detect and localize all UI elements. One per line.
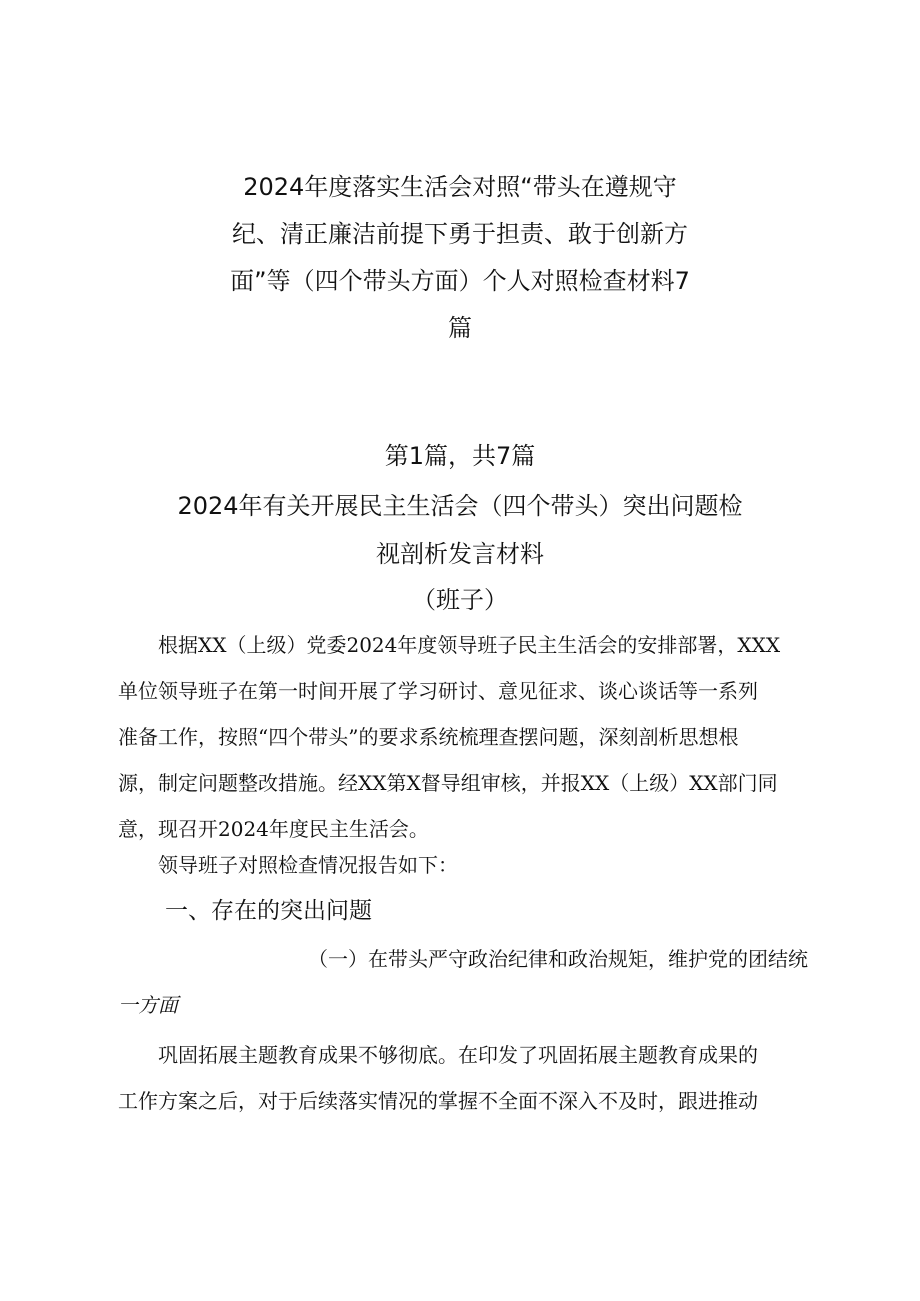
subsection-heading-line-2: 一方面 — [118, 993, 178, 1017]
article-subtitle: （班子） — [412, 586, 508, 614]
intro-line-4: 源，制定问题整改措施。经XX第X督导组审核，并报XX（上级）XX部门同 — [118, 771, 778, 795]
subsection-heading — [118, 936, 808, 1028]
report-intro-line: 领导班子对照检查情况报告如下： — [158, 853, 458, 877]
subsection-heading-line-1: （一）在带头严守政治纪律和政治规矩，维护党的团结统 — [308, 947, 808, 971]
intro-line-5: 意，现召开2024年度民主生活会。 — [118, 817, 429, 841]
article-title-line-2: 视剖析发言材料 — [376, 540, 544, 568]
part-label: 第1篇，共7篇 — [384, 442, 536, 470]
intro-line-2: 单位领导班子在第一时间开展了学习研讨、意见征求、谈心谈话等一系列 — [118, 679, 758, 703]
section-heading: 一、存在的突出问题 — [165, 898, 372, 924]
document-title-line-3: 面”等（四个带头方面）个人对照检查材料7 — [230, 267, 690, 295]
article-title-line-1: 2024年有关开展民主生活会（四个带头）突出问题检 — [177, 492, 743, 520]
document-title-line-4: 篇 — [448, 314, 472, 342]
intro-line-3: 准备工作，按照“四个带头”的要求系统梳理查摆问题，深刻剖析思想根 — [118, 725, 739, 749]
report-intro-paragraph — [118, 842, 808, 888]
body-line-1: 巩固拓展主题教育成果不够彻底。在印发了巩固拓展主题教育成果的 — [158, 1043, 758, 1067]
document-title — [200, 164, 720, 352]
body-line-2: 工作方案之后，对于后续落实情况的掌握不全面不深入不及时，跟进推动 — [118, 1089, 758, 1113]
intro-paragraph — [118, 622, 808, 852]
document-title-line-1: 2024年度落实生活会对照“带头在遵规守 — [243, 173, 677, 201]
body-paragraph — [118, 1032, 808, 1124]
intro-line-1: 根据XX（上级）党委2024年度领导班子民主生活会的安排部署，XXX — [158, 633, 781, 657]
document-title-line-2: 纪、清正廉洁前提下勇于担责、敢于创新方 — [232, 220, 688, 248]
